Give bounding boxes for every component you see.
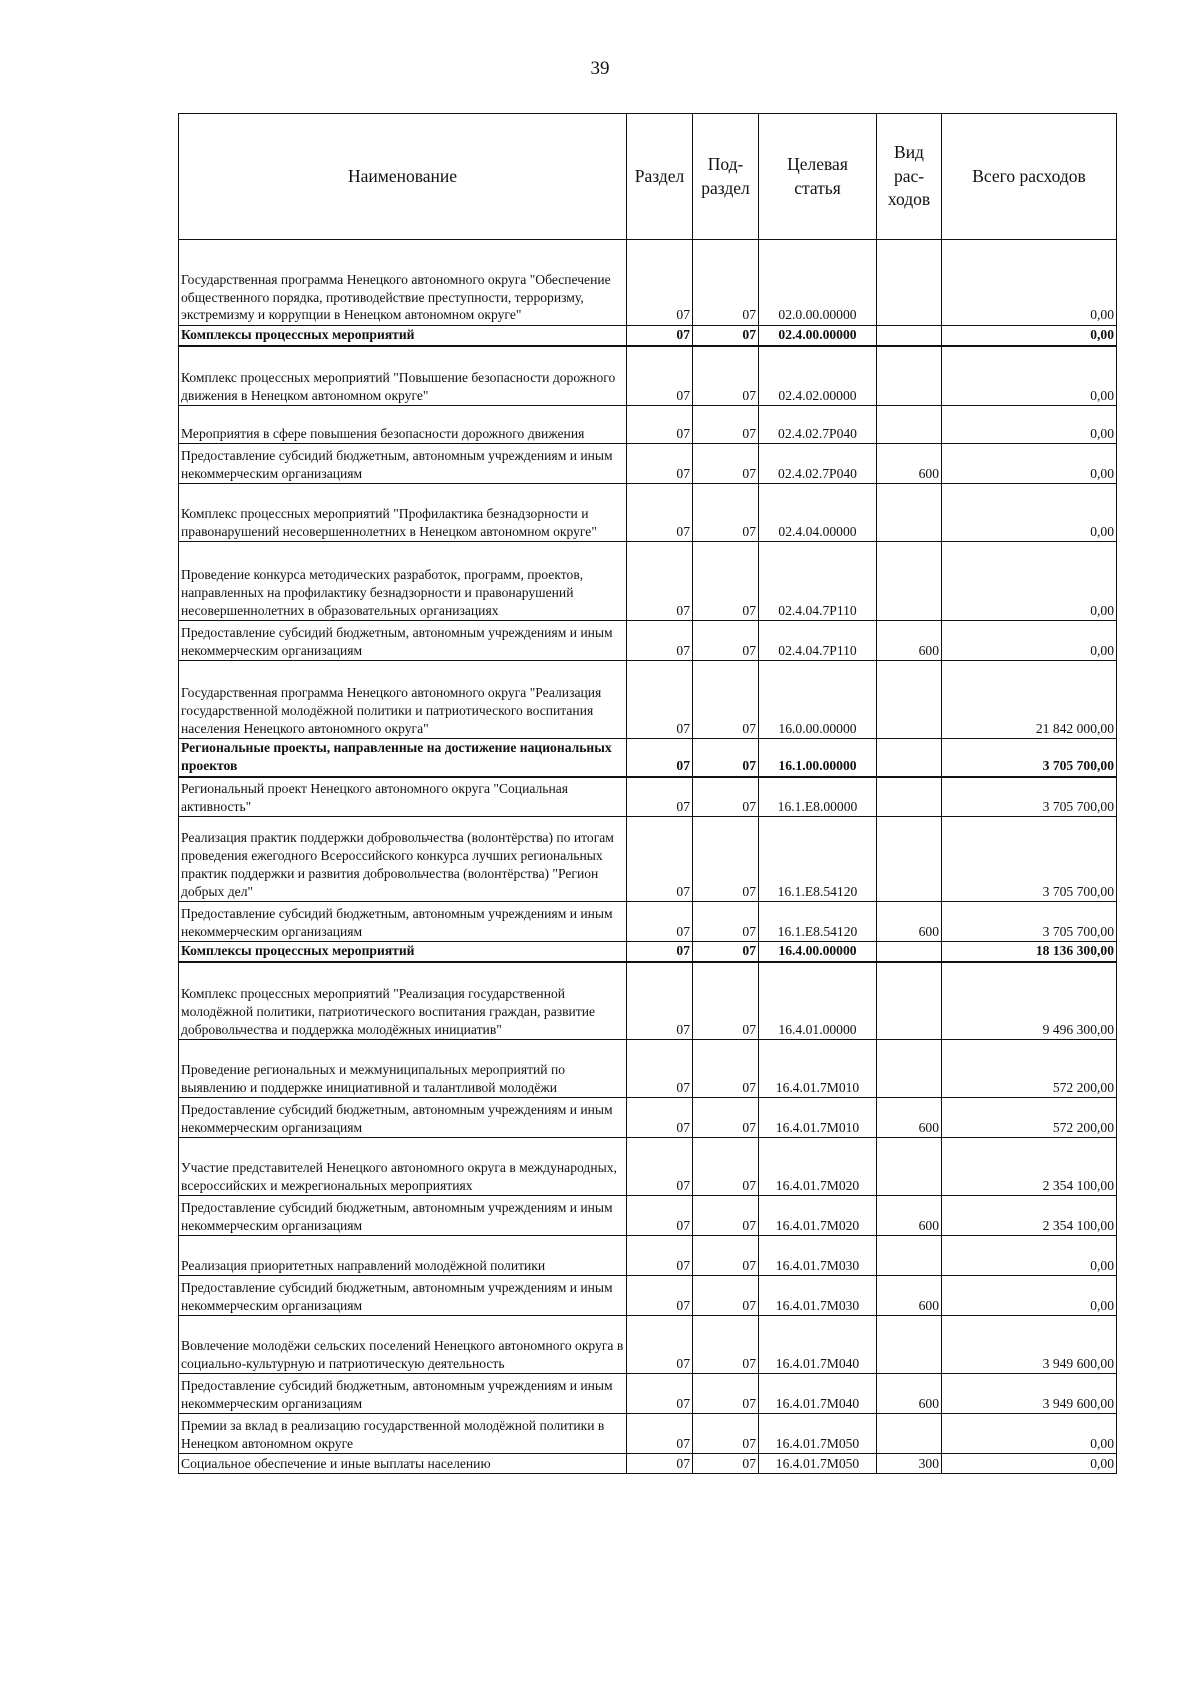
row-name-cell: Комплекс процессных мероприятий "Профилактика безнадзорности и правонарушений несовершеннолетних в Ненецком автономном округе" — [179, 484, 627, 542]
row-podrazdel-cell: 07 — [693, 1454, 759, 1474]
row-vid-cell — [877, 1138, 942, 1196]
row-article-cell: 16.0.00.00000 — [759, 661, 877, 739]
row-total-cell: 0,00 — [942, 240, 1117, 326]
row-razdel-cell: 07 — [627, 902, 693, 942]
row-name-cell: Мероприятия в сфере повышения безопасности дорожного движения — [179, 406, 627, 444]
row-podrazdel-cell: 07 — [693, 739, 759, 777]
row-name-cell: Социальное обеспечение и иные выплаты населению — [179, 1454, 627, 1474]
row-name-cell: Региональные проекты, направленные на достижение национальных проектов — [179, 739, 627, 777]
row-article-cell: 16.4.01.7М010 — [759, 1098, 877, 1138]
col-header-podrazdel: Под- раздел — [693, 114, 759, 240]
row-article-cell: 02.4.02.00000 — [759, 346, 877, 406]
row-name-cell: Государственная программа Ненецкого автономного округа "Реализация государственной молодёжной политики и патриотического воспитания населения Ненецкого автономного округа" — [179, 661, 627, 739]
row-razdel-cell: 07 — [627, 240, 693, 326]
col-header-vid-raskhodov: Вид рас- ходов — [877, 114, 942, 240]
row-article-cell: 16.4.01.7М020 — [759, 1196, 877, 1236]
row-vid-cell: 300 — [877, 1454, 942, 1474]
row-razdel-cell: 07 — [627, 1098, 693, 1138]
row-vid-cell — [877, 484, 942, 542]
row-podrazdel-cell: 07 — [693, 1138, 759, 1196]
row-vid-cell: 600 — [877, 1276, 942, 1316]
row-razdel-cell: 07 — [627, 817, 693, 902]
row-total-cell: 2 354 100,00 — [942, 1138, 1117, 1196]
row-vid-cell — [877, 777, 942, 817]
row-podrazdel-cell: 07 — [693, 962, 759, 1040]
row-razdel-cell: 07 — [627, 1374, 693, 1414]
row-vid-cell: 600 — [877, 444, 942, 484]
row-article-cell: 02.4.00.00000 — [759, 326, 877, 346]
row-article-cell: 02.4.04.7Р110 — [759, 542, 877, 621]
row-podrazdel-cell: 07 — [693, 1276, 759, 1316]
row-podrazdel-cell: 07 — [693, 1040, 759, 1098]
row-podrazdel-cell: 07 — [693, 1316, 759, 1374]
row-name-cell: Проведение региональных и межмуниципальных мероприятий по выявлению и поддержке инициативной и талантливой молодёжи — [179, 1040, 627, 1098]
row-name-cell: Комплексы процессных мероприятий — [179, 942, 627, 962]
row-name-cell: Проведение конкурса методических разработок, программ, проектов, направленных на профилактику безнадзорности и правонарушений несовершеннолетних в образовательных организациях — [179, 542, 627, 621]
row-vid-cell — [877, 1316, 942, 1374]
row-name-cell: Комплексы процессных мероприятий — [179, 326, 627, 346]
table-row — [179, 240, 1117, 326]
row-article-cell: 16.1.Е8.54120 — [759, 817, 877, 902]
table-row — [179, 406, 1117, 444]
row-article-cell: 02.4.02.7Р040 — [759, 444, 877, 484]
table-row — [179, 661, 1117, 739]
table-row — [179, 902, 1117, 942]
row-total-cell: 572 200,00 — [942, 1040, 1117, 1098]
row-article-cell: 16.1.00.00000 — [759, 739, 877, 777]
table-row — [179, 621, 1117, 661]
col-header-vsego-raskhodov: Всего расходов — [942, 114, 1117, 240]
row-total-cell: 3 705 700,00 — [942, 777, 1117, 817]
row-vid-cell — [877, 661, 942, 739]
row-razdel-cell: 07 — [627, 326, 693, 346]
row-total-cell: 21 842 000,00 — [942, 661, 1117, 739]
page-number: 39 — [590, 58, 610, 79]
row-razdel-cell: 07 — [627, 1040, 693, 1098]
row-vid-cell — [877, 346, 942, 406]
row-total-cell: 0,00 — [942, 346, 1117, 406]
row-total-cell: 2 354 100,00 — [942, 1196, 1117, 1236]
row-name-cell: Премии за вклад в реализацию государственной молодёжной политики в Ненецком автономном округе — [179, 1414, 627, 1454]
row-razdel-cell: 07 — [627, 661, 693, 739]
row-razdel-cell: 07 — [627, 444, 693, 484]
row-vid-cell — [877, 739, 942, 777]
row-razdel-cell: 07 — [627, 942, 693, 962]
table-header-row — [179, 114, 1117, 240]
row-razdel-cell: 07 — [627, 621, 693, 661]
table-row — [179, 1374, 1117, 1414]
row-article-cell: 16.1.Е8.54120 — [759, 902, 877, 942]
row-total-cell: 3 949 600,00 — [942, 1374, 1117, 1414]
row-article-cell: 16.4.00.00000 — [759, 942, 877, 962]
row-podrazdel-cell: 07 — [693, 326, 759, 346]
row-razdel-cell: 07 — [627, 1414, 693, 1454]
row-name-cell: Вовлечение молодёжи сельских поселений Ненецкого автономного округа в социально-культурную и патриотическую деятельность — [179, 1316, 627, 1374]
row-name-cell: Предоставление субсидий бюджетным, автономным учреждениям и иным некоммерческим организациям — [179, 1276, 627, 1316]
row-vid-cell — [877, 240, 942, 326]
row-article-cell: 02.0.00.00000 — [759, 240, 877, 326]
row-total-cell: 18 136 300,00 — [942, 942, 1117, 962]
row-total-cell: 0,00 — [942, 542, 1117, 621]
row-total-cell: 3 705 700,00 — [942, 902, 1117, 942]
row-razdel-cell: 07 — [627, 1138, 693, 1196]
table-row — [179, 739, 1117, 777]
row-name-cell: Комплекс процессных мероприятий "Реализация государственной молодёжной политики, патриотического воспитания граждан, развитие добровольчества и поддержка молодёжных инициатив" — [179, 962, 627, 1040]
row-podrazdel-cell: 07 — [693, 621, 759, 661]
row-vid-cell — [877, 1414, 942, 1454]
row-total-cell: 0,00 — [942, 326, 1117, 346]
row-article-cell: 16.4.01.7М030 — [759, 1276, 877, 1316]
row-podrazdel-cell: 07 — [693, 1374, 759, 1414]
row-razdel-cell: 07 — [627, 1236, 693, 1276]
row-vid-cell: 600 — [877, 902, 942, 942]
row-article-cell: 16.4.01.7М050 — [759, 1414, 877, 1454]
row-razdel-cell: 07 — [627, 739, 693, 777]
row-podrazdel-cell: 07 — [693, 902, 759, 942]
col-header-tselevaya-statya: Целевая статья — [759, 114, 877, 240]
table-row — [179, 1098, 1117, 1138]
row-vid-cell: 600 — [877, 621, 942, 661]
row-podrazdel-cell: 07 — [693, 1414, 759, 1454]
table-row — [179, 1040, 1117, 1098]
row-name-cell: Предоставление субсидий бюджетным, автономным учреждениям и иным некоммерческим организациям — [179, 1374, 627, 1414]
row-vid-cell — [877, 817, 942, 902]
table-row — [179, 962, 1117, 1040]
row-podrazdel-cell: 07 — [693, 1098, 759, 1138]
row-podrazdel-cell: 07 — [693, 542, 759, 621]
row-total-cell: 0,00 — [942, 1414, 1117, 1454]
row-vid-cell — [877, 962, 942, 1040]
row-name-cell: Государственная программа Ненецкого автономного округа "Обеспечение общественного порядка, противодействие преступности, терроризму, экстремизму и коррупции в Ненецком автономном округе" — [179, 240, 627, 326]
row-total-cell: 0,00 — [942, 621, 1117, 661]
row-podrazdel-cell: 07 — [693, 777, 759, 817]
table-row — [179, 484, 1117, 542]
row-name-cell: Предоставление субсидий бюджетным, автономным учреждениям и иным некоммерческим организациям — [179, 1098, 627, 1138]
row-article-cell: 16.1.Е8.00000 — [759, 777, 877, 817]
row-article-cell: 02.4.04.00000 — [759, 484, 877, 542]
table-row — [179, 444, 1117, 484]
table-row — [179, 1316, 1117, 1374]
budget-table — [178, 113, 1117, 1474]
row-name-cell: Региональный проект Ненецкого автономного округа "Социальная активность" — [179, 777, 627, 817]
row-total-cell: 0,00 — [942, 406, 1117, 444]
row-podrazdel-cell: 07 — [693, 484, 759, 542]
col-header-name: Наименование — [179, 114, 627, 240]
row-article-cell: 16.4.01.00000 — [759, 962, 877, 1040]
row-razdel-cell: 07 — [627, 1454, 693, 1474]
row-article-cell: 16.4.01.7М010 — [759, 1040, 877, 1098]
row-name-cell: Реализация приоритетных направлений молодёжной политики — [179, 1236, 627, 1276]
row-podrazdel-cell: 07 — [693, 817, 759, 902]
row-name-cell: Реализация практик поддержки добровольчества (волонтёрства) по итогам проведения ежегодного Всероссийского конкурса лучших региональных практик поддержки и развития добровольчества (волонтёрства) "Регион добрых дел" — [179, 817, 627, 902]
table-row — [179, 346, 1117, 406]
row-razdel-cell: 07 — [627, 542, 693, 621]
row-total-cell: 3 705 700,00 — [942, 739, 1117, 777]
row-total-cell: 0,00 — [942, 484, 1117, 542]
row-vid-cell — [877, 1236, 942, 1276]
table-row — [179, 1276, 1117, 1316]
table-row — [179, 1236, 1117, 1276]
row-podrazdel-cell: 07 — [693, 1196, 759, 1236]
row-name-cell: Предоставление субсидий бюджетным, автономным учреждениям и иным некоммерческим организациям — [179, 444, 627, 484]
row-vid-cell — [877, 406, 942, 444]
table-row — [179, 942, 1117, 962]
col-header-razdel: Раздел — [627, 114, 693, 240]
row-vid-cell: 600 — [877, 1098, 942, 1138]
row-article-cell: 16.4.01.7М050 — [759, 1454, 877, 1474]
row-total-cell: 0,00 — [942, 1454, 1117, 1474]
row-vid-cell: 600 — [877, 1196, 942, 1236]
table-row — [179, 326, 1117, 346]
row-podrazdel-cell: 07 — [693, 942, 759, 962]
row-total-cell: 0,00 — [942, 444, 1117, 484]
row-article-cell: 02.4.02.7Р040 — [759, 406, 877, 444]
row-razdel-cell: 07 — [627, 1276, 693, 1316]
row-total-cell: 3 705 700,00 — [942, 817, 1117, 902]
row-article-cell: 16.4.01.7М020 — [759, 1138, 877, 1196]
row-razdel-cell: 07 — [627, 484, 693, 542]
table-row — [179, 777, 1117, 817]
table-row — [179, 1454, 1117, 1474]
row-name-cell: Предоставление субсидий бюджетным, автономным учреждениям и иным некоммерческим организациям — [179, 621, 627, 661]
row-article-cell: 16.4.01.7М030 — [759, 1236, 877, 1276]
row-podrazdel-cell: 07 — [693, 346, 759, 406]
table-row — [179, 1138, 1117, 1196]
row-razdel-cell: 07 — [627, 406, 693, 444]
row-vid-cell — [877, 942, 942, 962]
row-total-cell: 0,00 — [942, 1236, 1117, 1276]
row-podrazdel-cell: 07 — [693, 240, 759, 326]
table-row — [179, 1414, 1117, 1454]
row-razdel-cell: 07 — [627, 1316, 693, 1374]
table-row — [179, 542, 1117, 621]
row-razdel-cell: 07 — [627, 346, 693, 406]
row-razdel-cell: 07 — [627, 962, 693, 1040]
row-podrazdel-cell: 07 — [693, 444, 759, 484]
row-name-cell: Предоставление субсидий бюджетным, автономным учреждениям и иным некоммерческим организациям — [179, 902, 627, 942]
row-name-cell: Комплекс процессных мероприятий "Повышение безопасности дорожного движения в Ненецком автономном округе" — [179, 346, 627, 406]
row-article-cell: 02.4.04.7Р110 — [759, 621, 877, 661]
row-razdel-cell: 07 — [627, 1196, 693, 1236]
row-razdel-cell: 07 — [627, 777, 693, 817]
row-total-cell: 0,00 — [942, 1276, 1117, 1316]
row-vid-cell — [877, 326, 942, 346]
table-body — [179, 240, 1117, 1474]
row-article-cell: 16.4.01.7М040 — [759, 1374, 877, 1414]
row-total-cell: 572 200,00 — [942, 1098, 1117, 1138]
table-row — [179, 1196, 1117, 1236]
row-name-cell: Предоставление субсидий бюджетным, автономным учреждениям и иным некоммерческим организациям — [179, 1196, 627, 1236]
table-row — [179, 817, 1117, 902]
row-podrazdel-cell: 07 — [693, 406, 759, 444]
row-article-cell: 16.4.01.7М040 — [759, 1316, 877, 1374]
row-total-cell: 3 949 600,00 — [942, 1316, 1117, 1374]
row-name-cell: Участие представителей Ненецкого автономного округа в международных, всероссийских и межрегиональных мероприятиях — [179, 1138, 627, 1196]
row-vid-cell — [877, 1040, 942, 1098]
row-podrazdel-cell: 07 — [693, 1236, 759, 1276]
row-total-cell: 9 496 300,00 — [942, 962, 1117, 1040]
row-vid-cell — [877, 542, 942, 621]
row-vid-cell: 600 — [877, 1374, 942, 1414]
row-podrazdel-cell: 07 — [693, 661, 759, 739]
